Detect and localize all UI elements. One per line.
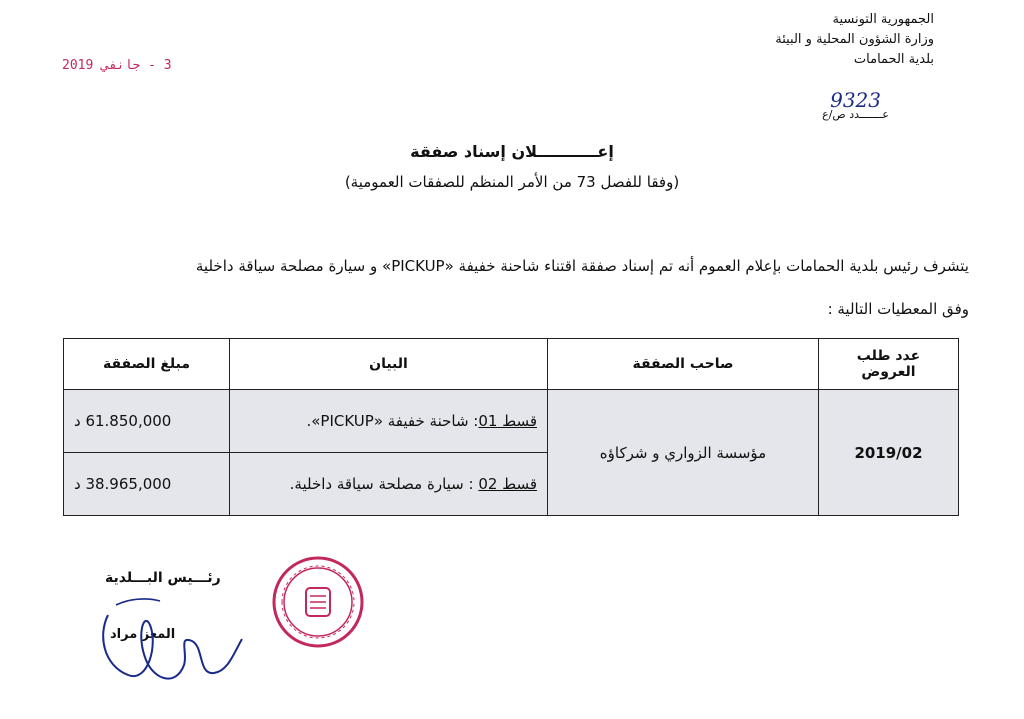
municipality-label: بلدية الحمامات <box>853 52 934 67</box>
table-row <box>64 390 959 453</box>
republic-label: الجمهورية التونسية <box>832 12 934 27</box>
lot-1-label: قسط 01 <box>478 412 537 430</box>
document-header <box>674 10 934 70</box>
reference-number: 9323 <box>830 88 881 112</box>
body-paragraph-continued: وفق المعطيات التالية : <box>827 300 969 318</box>
date-stamp: 3 - جانفي 2019 <box>62 58 172 73</box>
header-tender-no: عدد طلب العروض <box>819 339 959 390</box>
official-seal-icon <box>268 552 368 652</box>
lot-2-description <box>230 453 548 516</box>
award-table <box>63 338 959 516</box>
lot-1-description <box>230 390 548 453</box>
lot-1-amount: 61.850,000 د <box>64 390 230 453</box>
lot-2-amount: 38.965,000 د <box>64 453 230 516</box>
tender-no-cell: 2019/02 <box>819 390 959 516</box>
handwritten-signature <box>88 575 268 705</box>
ministry-label: وزارة الشؤون المحلية و البيئة <box>775 32 934 47</box>
signature-name: المعز مراد <box>110 627 176 642</box>
table-header-row <box>64 339 959 390</box>
signature-title: رئـــيس البـــلدية <box>105 570 221 586</box>
header-owner: صاحب الصفقة <box>548 339 819 390</box>
header-description: البيان <box>230 339 548 390</box>
header-amount: مبلغ الصفقة <box>64 339 230 390</box>
lot-2-text: : سيارة مصلحة سياقة داخلية. <box>289 475 479 493</box>
document-subtitle: (وفقا للفصل 73 من الأمر المنظم للصفقات العمومية) <box>344 173 680 191</box>
reference-label: عـــــــدد ص/ع <box>822 108 889 121</box>
document-title: إعـــــــــــلان إسناد صفقة <box>410 142 614 161</box>
owner-cell: مؤسسة الزواري و شركاؤه <box>548 390 819 516</box>
lot-1-text: : شاحنة خفيفة «PICKUP». <box>306 412 479 430</box>
body-paragraph: يتشرف رئيس بلدية الحمامات بإعلام العموم أنه تم إسناد صفقة اقتناء شاحنة خفيفة «PICKUP» و سيارة مصلحة سياقة داخلية <box>195 257 969 275</box>
lot-2-label: قسط 02 <box>478 475 537 493</box>
